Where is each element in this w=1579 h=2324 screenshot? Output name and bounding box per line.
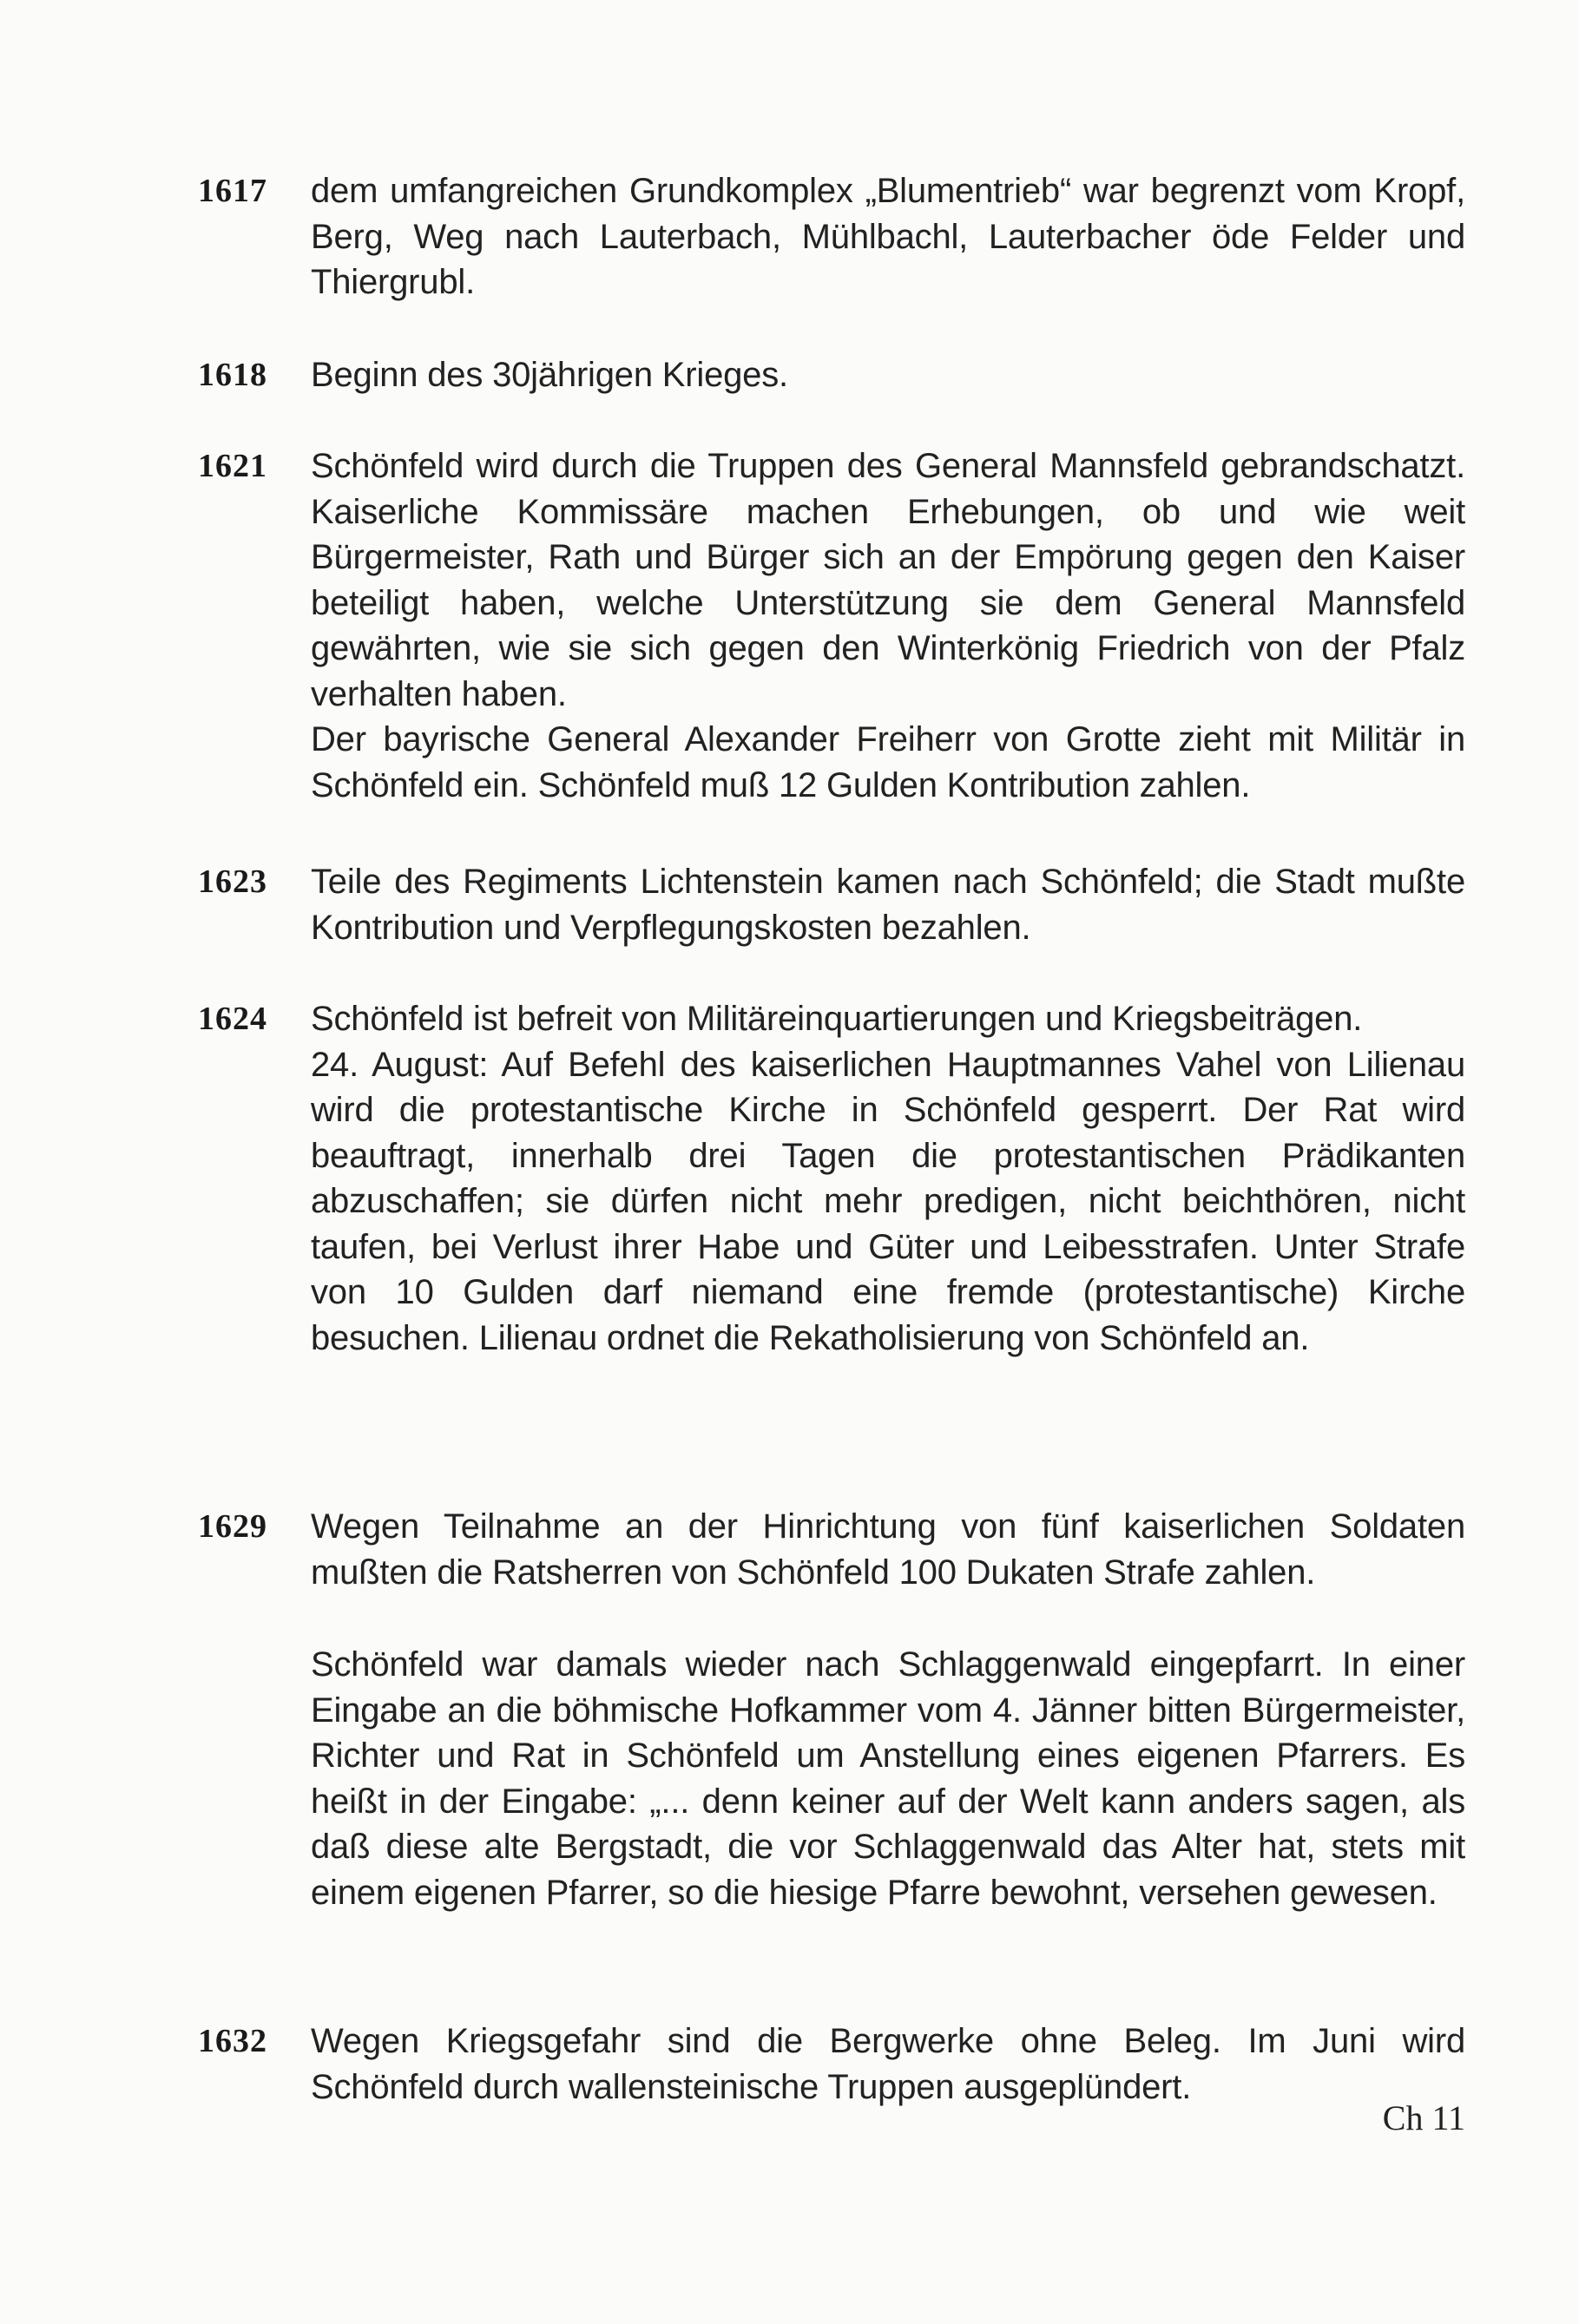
entry-text (311, 2019, 1465, 2110)
entry-paragraph: 24. August: Auf Befehl des kaiserlichen Hauptmannes Vahel von Lilienau wird die protestantische Kirche in Schönfeld gesperrt. Der Rat wird beauftragt, innerhalb drei Tagen die protestantischen Prädikanten abzuschaffen; sie dürfen nicht mehr predigen, nicht beichthören, nicht taufen, bei Verlust ihrer Habe und Güter und Leibesstrafen. Unter Strafe von 10 Gulden darf niemand eine fremde (protestantische) Kirche besuchen. Lilienau ordnet die Rekatholisierung von Schönfeld an. (311, 1045, 1465, 1357)
entry-year: 1617 (198, 173, 267, 209)
entry-text (311, 443, 1465, 808)
entry-text (311, 996, 1465, 1361)
entry-year: 1624 (198, 1001, 267, 1037)
entry-text (311, 352, 1465, 398)
entry-text (311, 168, 1465, 305)
entry-text (311, 1642, 1465, 1915)
entry-year: 1618 (198, 357, 267, 393)
entry-text (311, 1504, 1465, 1595)
entry-paragraph: Der bayrische General Alexander Freiherr von Grotte zieht mit Militär in Schönfeld ein. Schönfeld muß 12 Gulden Kontribution zahlen. (311, 720, 1465, 804)
entry-year: 1621 (198, 448, 267, 484)
entry-year: 1632 (198, 2023, 267, 2059)
entry-paragraph: Schönfeld ist befreit von Militäreinquartierungen und Kriegsbeiträgen. (311, 1000, 1363, 1038)
entry-text (311, 859, 1465, 950)
entry-paragraph: Wegen Kriegsgefahr sind die Bergwerke ohne Beleg. Im Juni wird Schönfeld durch wallensteinische Truppen ausgeplündert. (311, 2022, 1465, 2106)
entry-paragraph: Schönfeld wird durch die Truppen des General Mannsfeld gebrandschatzt. Kaiserliche Kommissäre machen Erhebungen, ob und wie weit Bürgermeister, Rath und Bürger sich an der Empörung gegen den Kaiser beteiligt haben, welche Unterstützung sie dem General Mannsfeld gewährten, wie sie sich gegen den Winterkönig Friedrich von der Pfalz verhalten haben. (311, 447, 1465, 713)
entry-paragraph: Beginn des 30jährigen Krieges. (311, 356, 788, 394)
entry-paragraph: Teile des Regiments Lichtenstein kamen nach Schönfeld; die Stadt mußte Kontribution und Verpflegungskosten bezahlen. (311, 863, 1465, 947)
page-number: Ch 11 (1382, 2098, 1465, 2137)
entry-paragraph: dem umfangreichen Grundkomplex „Blumentrieb“ war begrenzt vom Kropf, Berg, Weg nach Lauterbach, Mühlbachl, Lauterbacher öde Felder und Thiergrubl. (311, 172, 1465, 301)
entry-paragraph: Schönfeld war damals wieder nach Schlaggenwald eingepfarrt. In einer Eingabe an die böhmische Hofkammer vom 4. Jänner bitten Bürgermeister, Richter und Rat in Schönfeld um Anstellung eines eigenen Pfarrers. Es heißt in der Eingabe: „... denn keiner auf der Welt kann anders sagen, als daß diese alte Bergstadt, die vor Schlaggenwald das Alter hat, stets mit einem eigenen Pfarrer, so die hiesige Pfarre bewohnt, versehen gewesen. (311, 1645, 1465, 1912)
entry-paragraph: Wegen Teilnahme an der Hinrichtung von fünf kaiserlichen Soldaten mußten die Ratsherren von Schönfeld 100 Dukaten Strafe zahlen. (311, 1507, 1465, 1592)
entry-year: 1623 (198, 863, 267, 900)
entry-year: 1629 (198, 1508, 267, 1545)
